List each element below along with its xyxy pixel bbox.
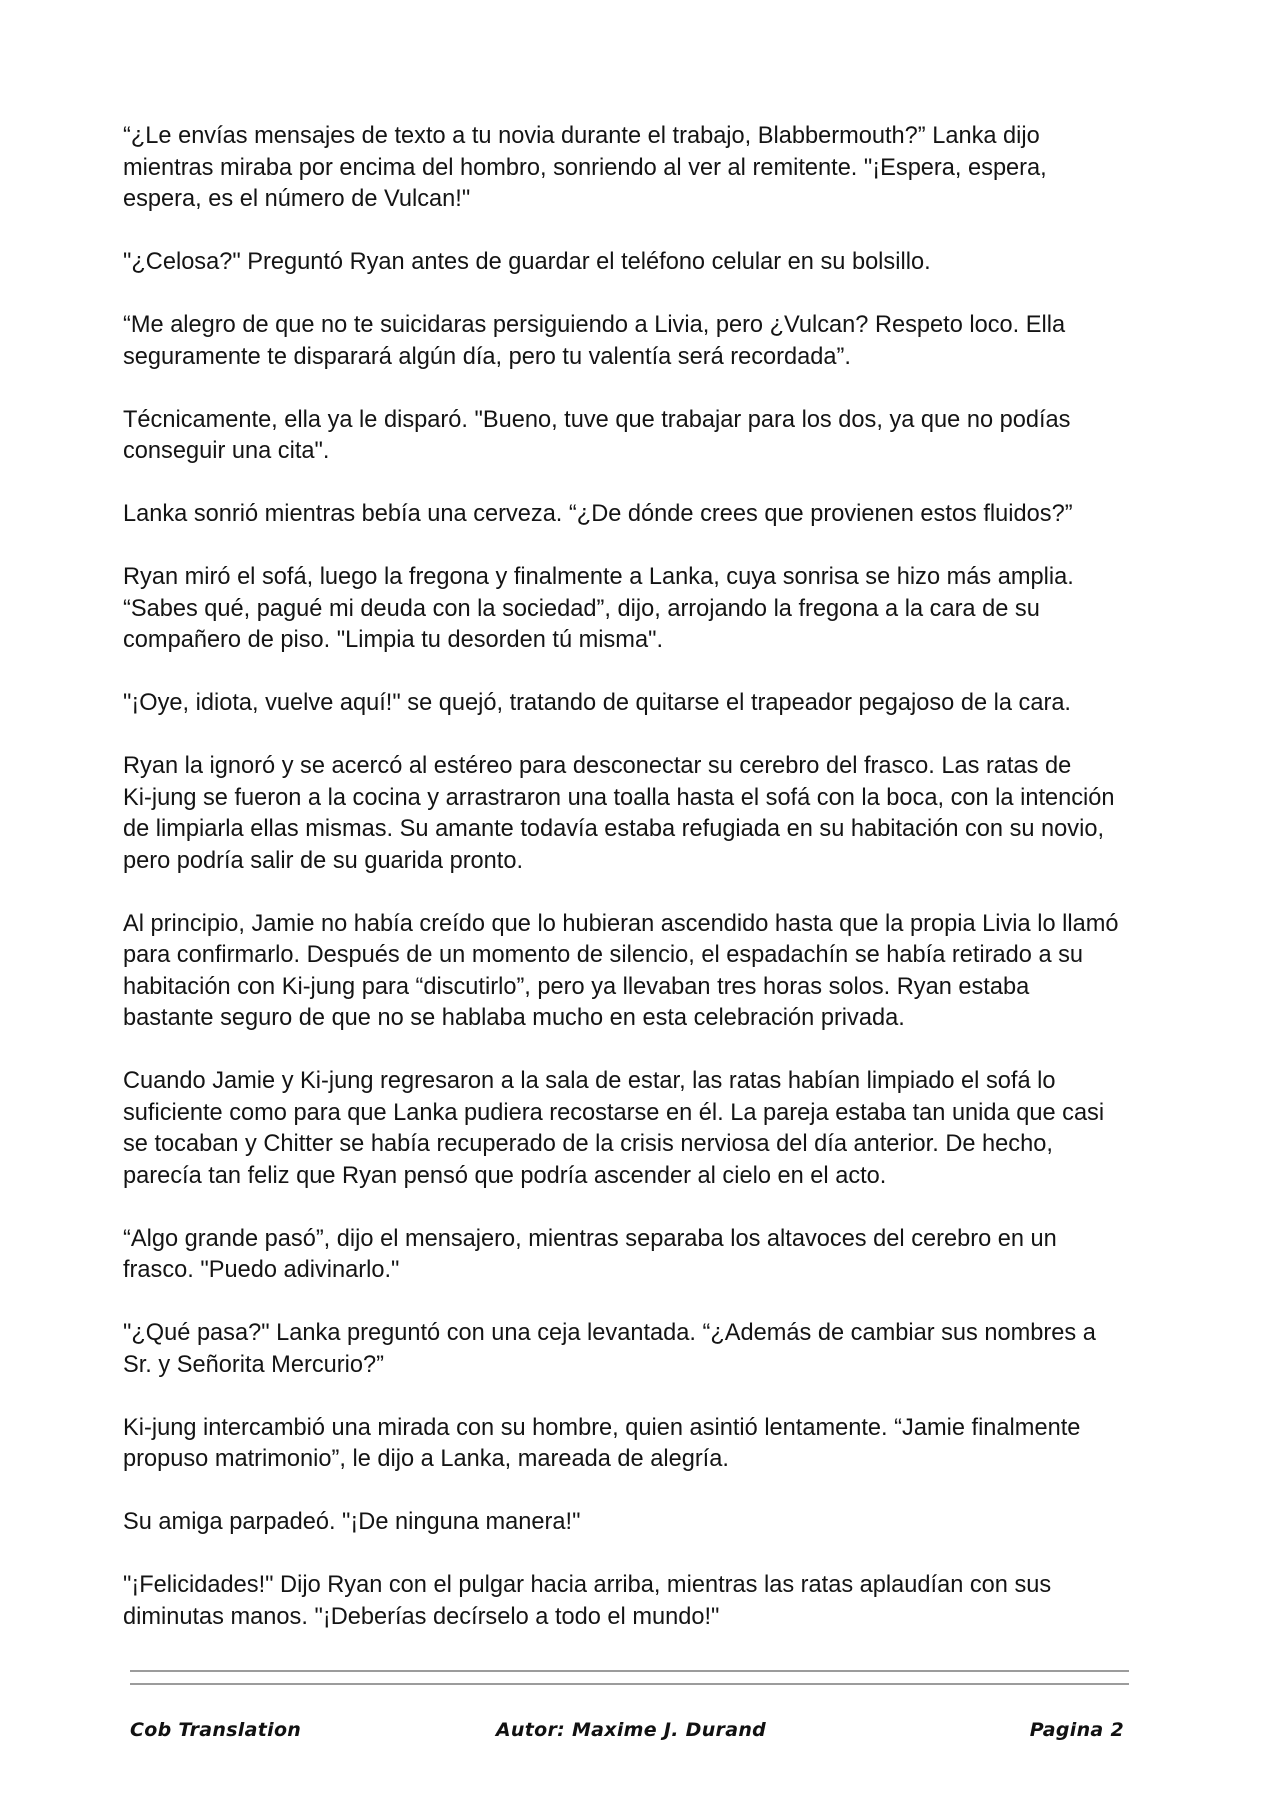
text-line: “¿Le envías mensajes de texto a tu novia durante el trabajo, Blabbermouth?” Lanka dijo <box>123 123 1040 149</box>
text-line: propuso matrimonio”, le dijo a Lanka, mareada de alegría. <box>123 1446 729 1472</box>
paragraph <box>123 1413 1243 1476</box>
text-line: mientras miraba por encima del hombro, sonriendo al ver al remitente. "¡Espera, espera, <box>123 154 1047 181</box>
text-line: Técnicamente, ella ya le disparó. "Bueno, tuve que trabajar para los dos, ya que no podías <box>123 406 1071 433</box>
text-line: Ryan miró el sofá, luego la fregona y finalmente a Lanka, cuya sonrisa se hizo más amplia. <box>123 564 1074 590</box>
text-line: Ki-jung intercambió una mirada con su hombre, quien asintió lentamente. “Jamie finalmente <box>123 1414 1081 1441</box>
footer-author: Autor: Maxime J. Durand <box>495 1719 767 1741</box>
text-line: bastante seguro de que no se hablaba mucho en esta celebración privada. <box>123 1005 905 1031</box>
paragraph <box>123 751 1243 877</box>
text-line: habitación con Ki-jung para “discutirlo”, pero ya llevaban tres horas solos. Ryan estaba <box>123 973 1030 1000</box>
text-line: "¿Celosa?" Preguntó Ryan antes de guardar el teléfono celular en su bolsillo. <box>123 249 931 275</box>
text-line: pero podría salir de su guarida pronto. <box>123 847 524 874</box>
text-line: Cuando Jamie y Ki-jung regresaron a la sala de estar, las ratas habían limpiado el sofá lo <box>123 1068 1056 1094</box>
footer-divider-bottom <box>130 1683 1129 1685</box>
text-line: Al principio, Jamie no había creído que lo hubieran ascendido hasta que la propia Livia lo llamó <box>123 910 1119 937</box>
text-line: frasco. "Puedo adivinarlo." <box>123 1257 400 1283</box>
paragraph <box>123 499 1243 531</box>
text-line: para confirmarlo. Después de un momento de silencio, el espadachín se había retirado a su <box>123 942 1084 968</box>
paragraph <box>123 310 1243 373</box>
paragraph <box>123 688 1243 720</box>
text-line: conseguir una cita". <box>123 438 330 464</box>
text-line: "¿Qué pasa?" Lanka preguntó con una ceja levantada. “¿Además de cambiar sus nombres a <box>123 1320 1096 1346</box>
text-line: Ki-jung se fueron a la cocina y arrastraron una toalla hasta el sofá con la boca, con la intención <box>123 784 1115 811</box>
paragraph <box>123 247 1243 279</box>
text-line: se tocaban y Chitter se había recuperado de la crisis nerviosa del día anterior. De hecho, <box>123 1131 1053 1157</box>
text-line: "¡Oye, idiota, vuelve aquí!" se quejó, tratando de quitarse el trapeador pegajoso de la cara. <box>123 690 1071 716</box>
text-line: “Me alegro de que no te suicidaras persiguiendo a Livia, pero ¿Vulcan? Respeto loco. Ella <box>123 312 1066 338</box>
footer-divider-top <box>130 1670 1129 1672</box>
paragraph <box>123 121 1243 216</box>
paragraph <box>123 1507 1243 1539</box>
document-body <box>123 121 1243 1633</box>
footer-page-number: Pagina 2 <box>1029 1719 1124 1741</box>
text-line: "¡Felicidades!" Dijo Ryan con el pulgar hacia arriba, mientras las ratas aplaudían con sus <box>123 1572 1052 1598</box>
text-line: Lanka sonrió mientras bebía una cerveza. “¿De dónde crees que provienen estos fluidos?” <box>123 501 1073 527</box>
text-line: compañero de piso. "Limpia tu desorden tú misma". <box>123 627 664 653</box>
text-line: “Sabes qué, pagué mi deuda con la sociedad”, dijo, arrojando la fregona a la cara de su <box>123 595 1040 622</box>
text-line: parecía tan feliz que Ryan pensó que podría ascender al cielo en el acto. <box>123 1162 887 1189</box>
text-line: espera, es el número de Vulcan!" <box>123 186 471 212</box>
footer-translator-credit: Cob Translation <box>130 1719 302 1741</box>
paragraph <box>123 1224 1243 1287</box>
paragraph <box>123 1066 1243 1192</box>
text-line: Su amiga parpadeó. "¡De ninguna manera!" <box>123 1509 581 1535</box>
text-line: Sr. y Señorita Mercurio?” <box>123 1351 384 1378</box>
paragraph <box>123 405 1243 468</box>
paragraph <box>123 1318 1243 1381</box>
paragraph <box>123 1570 1243 1633</box>
text-line: Ryan la ignoró y se acercó al estéreo para desconectar su cerebro del frasco. Las ratas de <box>123 753 1072 779</box>
paragraph <box>123 909 1243 1035</box>
text-line: de limpiarla ellas mismas. Su amante todavía estaba refugiada en su habitación con su novio, <box>123 816 1105 842</box>
text-line: seguramente te disparará algún día, pero tu valentía será recordada”. <box>123 343 851 370</box>
text-line: diminutas manos. "¡Deberías decírselo a todo el mundo!" <box>123 1603 720 1630</box>
text-line: “Algo grande pasó”, dijo el mensajero, mientras separaba los altavoces del cerebro en un <box>123 1225 1057 1252</box>
text-line: suficiente como para que Lanka pudiera recostarse en él. La pareja estaba tan unida que casi <box>123 1099 1105 1126</box>
paragraph <box>123 562 1243 657</box>
